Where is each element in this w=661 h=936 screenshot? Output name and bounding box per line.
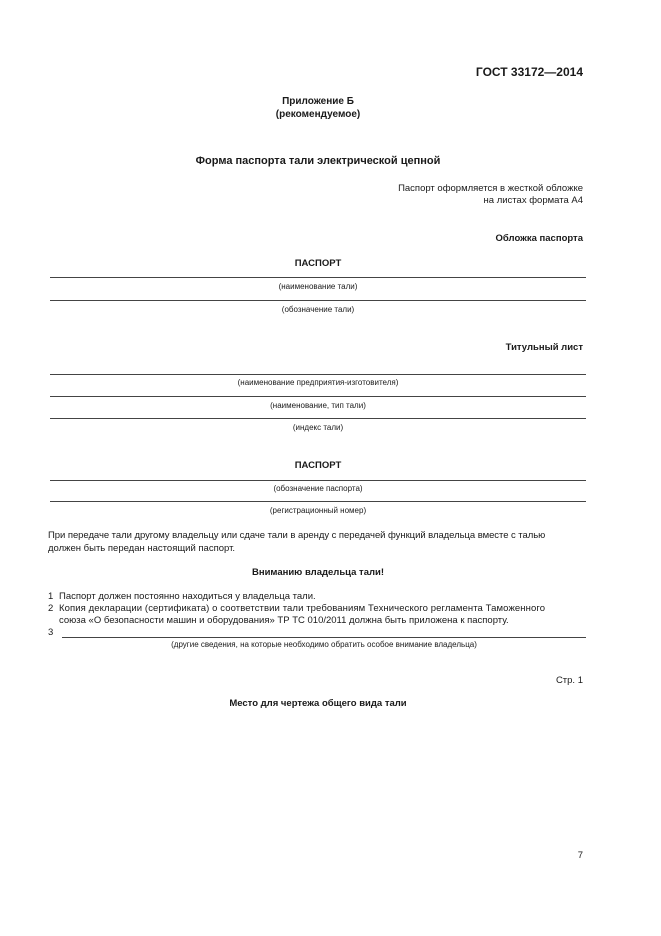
title-caption-manufacturer: (наименование предприятия-изготовителя) [237,378,399,387]
transfer-line-2: должен быть передан настоящий паспорт. [48,543,236,554]
drawing-place-label: Место для чертежа общего вида тали [229,698,407,709]
cover-line-2 [50,300,586,301]
cover-line-1 [50,277,586,278]
transfer-line-1: При передаче тали другому владельцу или сдаче тали в аренду с передачей функций владельца вместе с талью [48,530,546,541]
page-number: 7 [577,850,583,861]
title-caption-type: (наименование, тип тали) [270,401,366,410]
item-1-number: 1 [48,591,54,602]
page-reference: Стр. 1 [555,675,583,686]
title-caption-passport-designation: (обозначение паспорта) [273,484,363,493]
item-3-number: 3 [48,627,54,638]
item-3-caption: (другие сведения, на которые необходимо обратить особое внимание владельца) [171,640,477,649]
transfer-paragraph [48,529,584,555]
note-line-2: на листах формата А4 [483,195,583,206]
appendix-status: (рекомендуемое) [275,109,361,120]
title-page-heading: Титульный лист [505,342,583,353]
cover-caption-name: (наименование тали) [278,282,358,291]
title-line-3 [50,418,586,419]
item-2-text: Копия декларации (сертификата) о соответствии тали требованиям Технического регламента Таможенного [59,603,546,614]
appendix-title: Приложение Б [282,96,354,107]
title-line-2 [50,396,586,397]
item-2-number: 2 [48,603,54,614]
cover-caption-designation: (обозначение тали) [281,305,355,314]
title-line-1 [50,374,586,375]
note-line-1: Паспорт оформляется в жесткой обложке [398,183,583,194]
attention-heading: Вниманию владельца тали! [251,567,385,578]
standard-number: ГОСТ 33172—2014 [475,65,583,79]
title-caption-index: (индекс тали) [292,423,344,432]
cover-heading: Обложка паспорта [495,233,583,244]
form-title: Форма паспорта тали электрической цепной [195,155,441,167]
item-2-text-cont: союза «О безопасности машин и оборудования» ТР ТС 010/2011 должна быть приложена к паспорту. [59,615,509,626]
item-3-line [62,637,586,638]
title-caption-registration-number: (регистрационный номер) [269,506,367,515]
item-1-text: Паспорт должен постоянно находиться у владельца тали. [59,591,316,602]
title-line-5 [50,501,586,502]
title-passport-title: ПАСПОРТ [294,460,342,471]
title-line-4 [50,480,586,481]
cover-passport-title: ПАСПОРТ [294,258,342,269]
